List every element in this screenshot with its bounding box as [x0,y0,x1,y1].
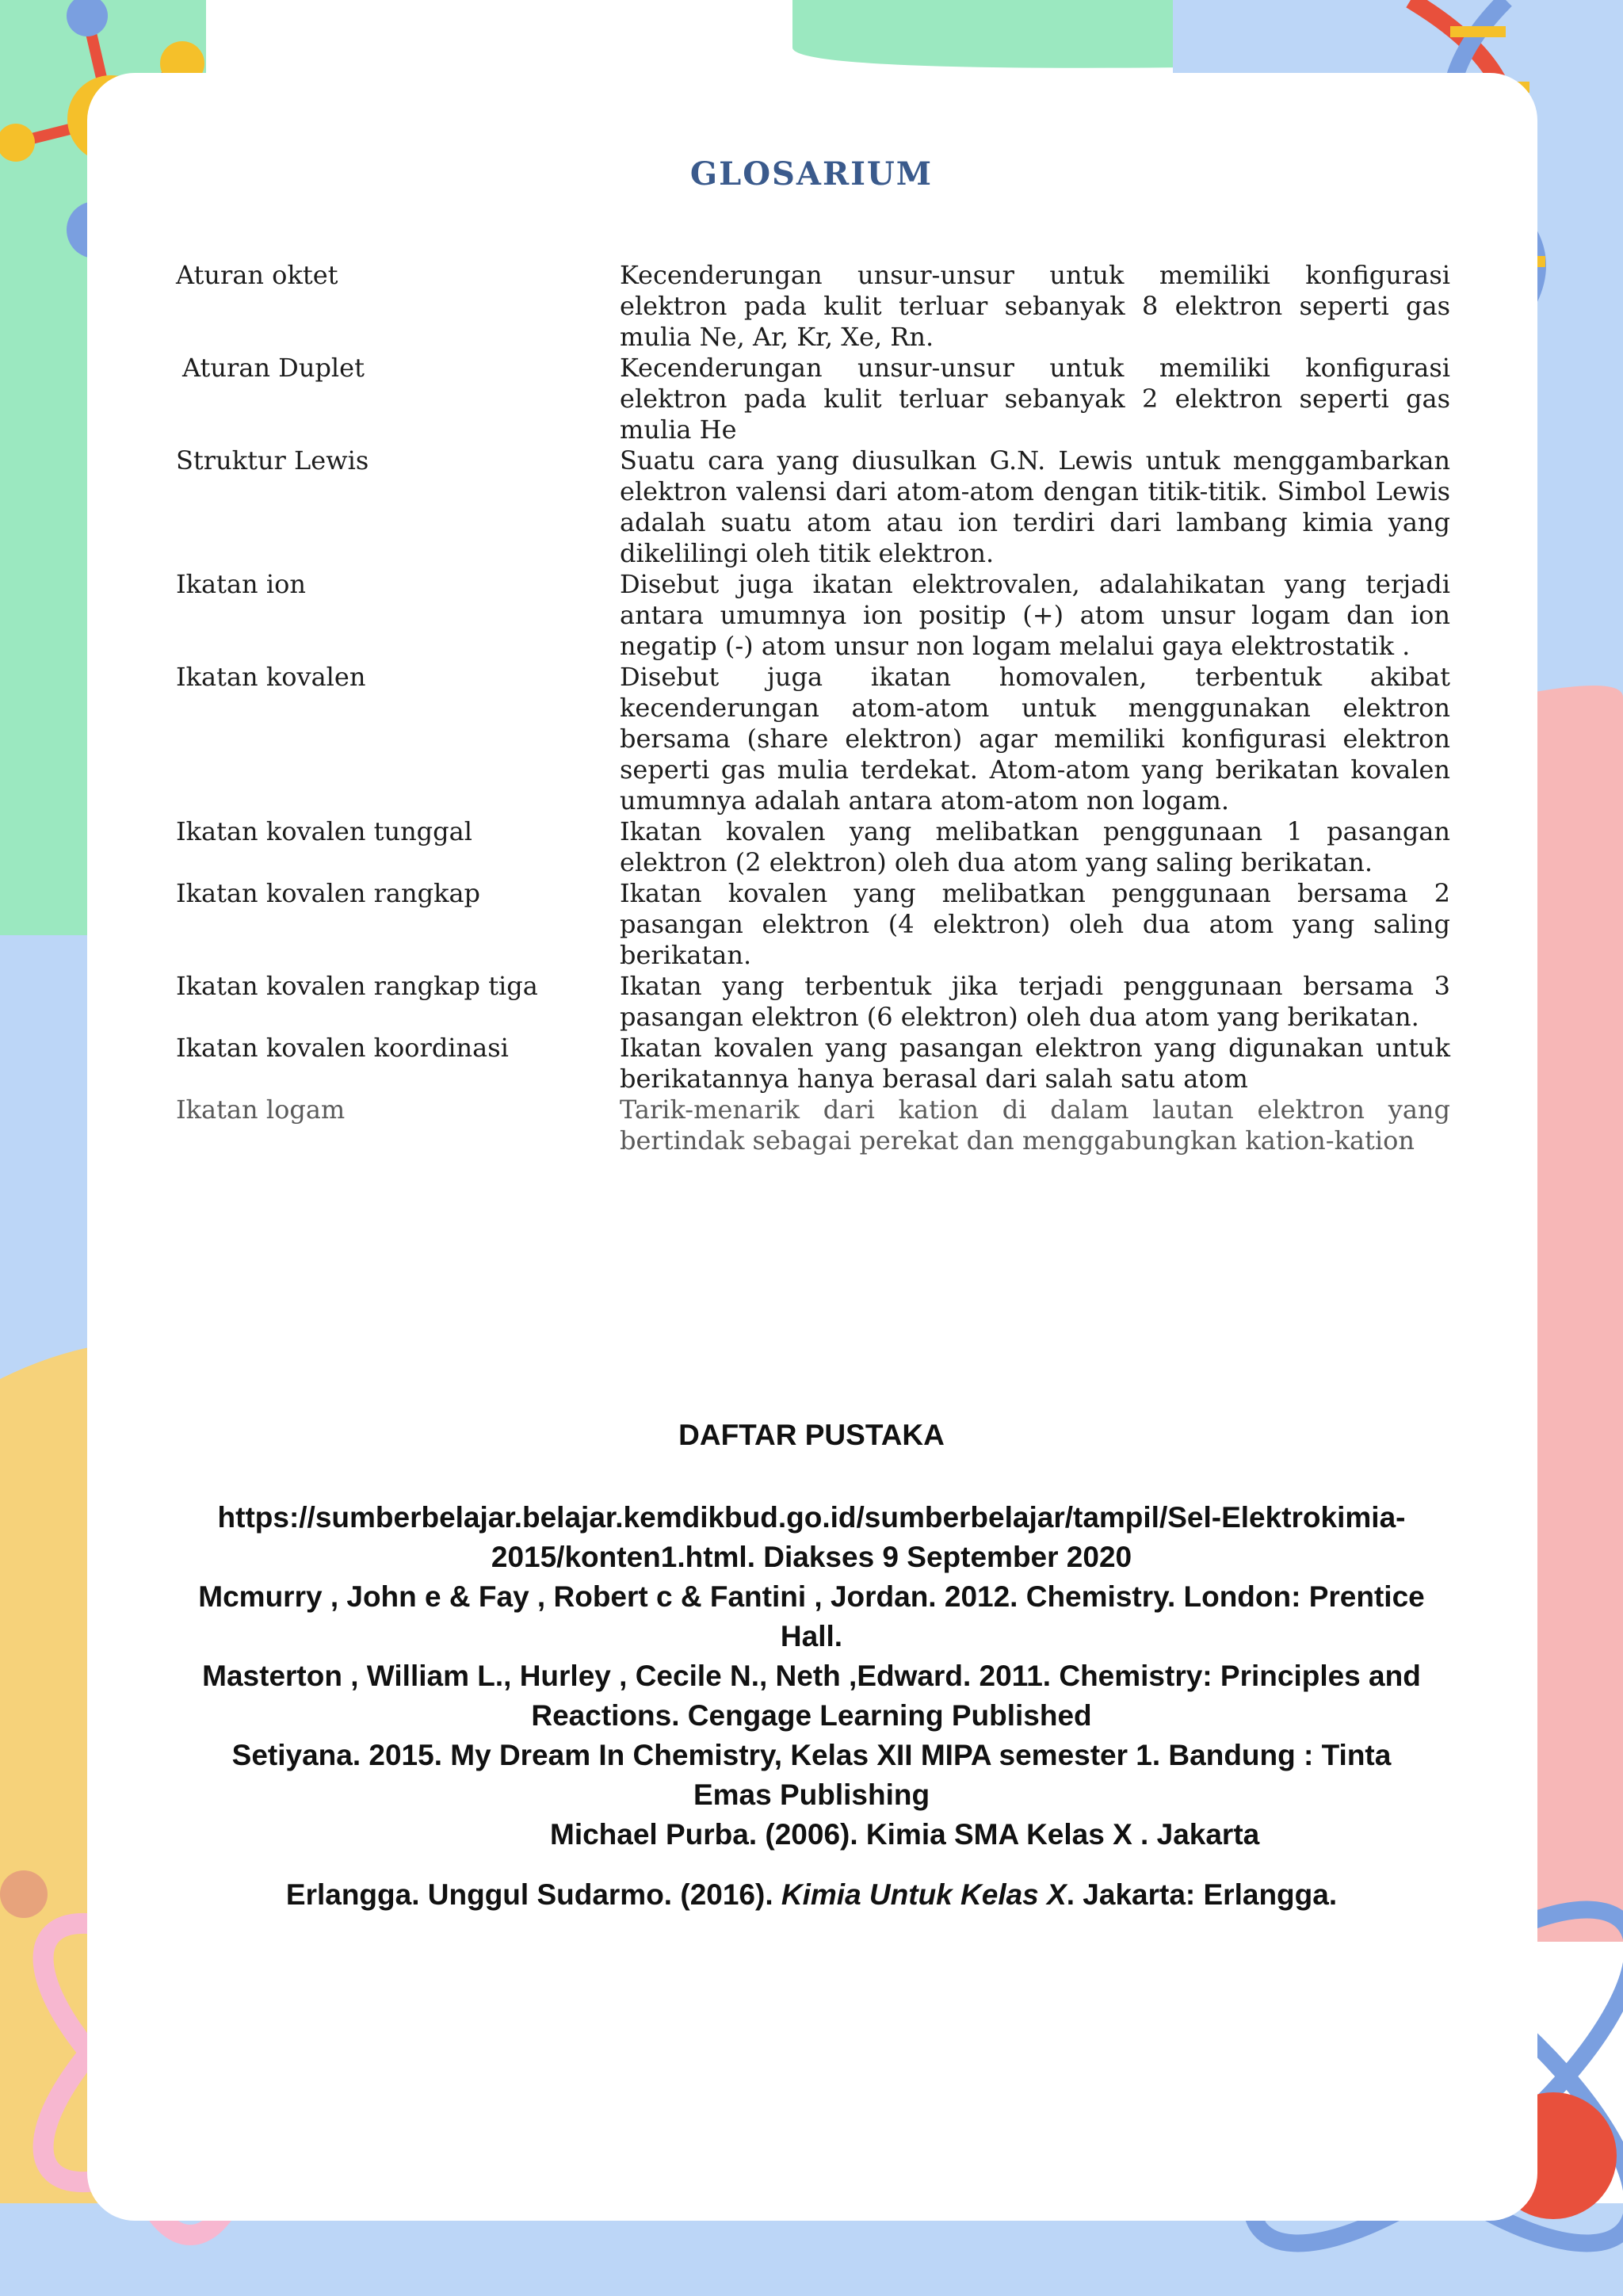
glossary-term: Aturan Duplet [182,353,365,383]
glossary-entry [176,662,1450,816]
glossary-definition: Disebut juga ikatan homovalen, terbentuk akibat kecenderungan atom-atom untuk menggunakan elektron bersama (share elektron) agar memiliki konfigurasi elektron seperti gas mulia terdekat. Atom-atom yang berikatan kovalen umumnya adalah antara atom-atom non logam. [620,662,1450,816]
glossary-definition: Kecenderungan unsur-unsur untuk memiliki konfigurasi elektron pada kulit terluar sebanyak 2 elektron seperti gas mulia He [620,353,1450,445]
reference-item: Michael Purba. (2006). Kimia SMA Kelas X . Jakarta [550,1818,1260,1851]
glossary-list [176,260,1450,1156]
glossary-term: Ikatan kovalen tunggal [176,816,472,846]
reference-item: Mcmurry , John e & Fay , Robert c & Fantini , Jordan. 2012. Chemistry. London: Prentice Hall. [198,1580,1425,1652]
glossary-term: Ikatan kovalen koordinasi [176,1033,509,1063]
glossary-entry [176,445,1450,569]
glossary-term: Ikatan kovalen [176,662,366,692]
reference-item [193,1875,1430,1915]
glossary-definition: Ikatan kovalen yang pasangan elektron yang digunakan untuk berikatannya hanya berasal dari salah satu atom [620,1033,1450,1094]
glossary-entry [176,1095,1450,1156]
glossary-entry [176,1033,1450,1095]
glossary-term: Ikatan ion [176,569,306,599]
reference-book-title: Kimia Untuk Kelas X [781,1878,1067,1911]
references-title: DAFTAR PUSTAKA [678,1419,945,1451]
glossary-entry [176,260,1450,353]
glossary-entry [176,816,1450,878]
glossary-term: Ikatan kovalen rangkap tiga [176,971,538,1001]
glossary-term: Struktur Lewis [176,445,369,476]
glossary-entry [176,353,1450,445]
glossary-definition: Tarik-menarik dari kation di dalam lautan elektron yang bertindak sebagai perekat dan menggabungkan kation-kation [620,1095,1450,1156]
glossary-definition: Ikatan kovalen yang melibatkan penggunaan bersama 2 pasangan elektron (4 elektron) oleh dua atom yang saling berikatan. [620,878,1450,970]
references-list [0,1498,1623,1915]
glossary-definition: Ikatan kovalen yang melibatkan penggunaan 1 pasangan elektron (2 elektron) oleh dua atom yang saling berikatan. [620,816,1450,877]
glossary-entry [176,878,1450,971]
glossary-definition: Ikatan yang terbentuk jika terjadi penggunaan bersama 3 pasangan elektron (6 elektron) oleh dua atom yang berikatan. [620,971,1450,1032]
reference-text: Erlangga. Unggul Sudarmo. (2016). [285,1878,781,1911]
glossary-definition: Disebut juga ikatan elektrovalen, adalahikatan yang terjadi antara umumnya ion positip (+) atom unsur logam dan ion negatip (-) atom unsur non logam melalui gaya elektrostatik . [620,569,1450,661]
glossary-term: Aturan oktet [176,260,338,290]
glossary-term: Ikatan kovalen rangkap [176,878,481,908]
reference-item: https://sumberbelajar.belajar.kemdikbud.go.id/sumberbelajar/tampil/Sel-Elektrokimia-2015/konten1.html. Diakses 9 September 2020 [217,1501,1406,1573]
reference-item: Masterton , William L., Hurley , Cecile N., Neth ,Edward. 2011. Chemistry: Principles and Reactions. Cengage Learning Published [202,1660,1421,1732]
glossary-definition: Suatu cara yang diusulkan G.N. Lewis untuk menggambarkan elektron valensi dari atom-atom dengan titik-titik. Simbol Lewis adalah suatu atom atau ion terdiri dari lambang kimia yang dikelilingi oleh titik elektron. [620,445,1450,568]
reference-text: . Jakarta: Erlangga. [1066,1878,1338,1911]
glossary-entry [176,569,1450,662]
glossary-term: Ikatan logam [176,1095,346,1125]
glossary-title: GLOSARIUM [689,155,934,193]
glossary-entry [176,971,1450,1033]
glossary-definition: Kecenderungan unsur-unsur untuk memiliki konfigurasi elektron pada kulit terluar sebanyak 8 elektron seperti gas mulia Ne, Ar, Kr, Xe, Rn. [620,260,1450,352]
reference-item: Setiyana. 2015. My Dream In Chemistry, Kelas XII MIPA semester 1. Bandung : Tinta Emas Publishing [231,1739,1392,1811]
